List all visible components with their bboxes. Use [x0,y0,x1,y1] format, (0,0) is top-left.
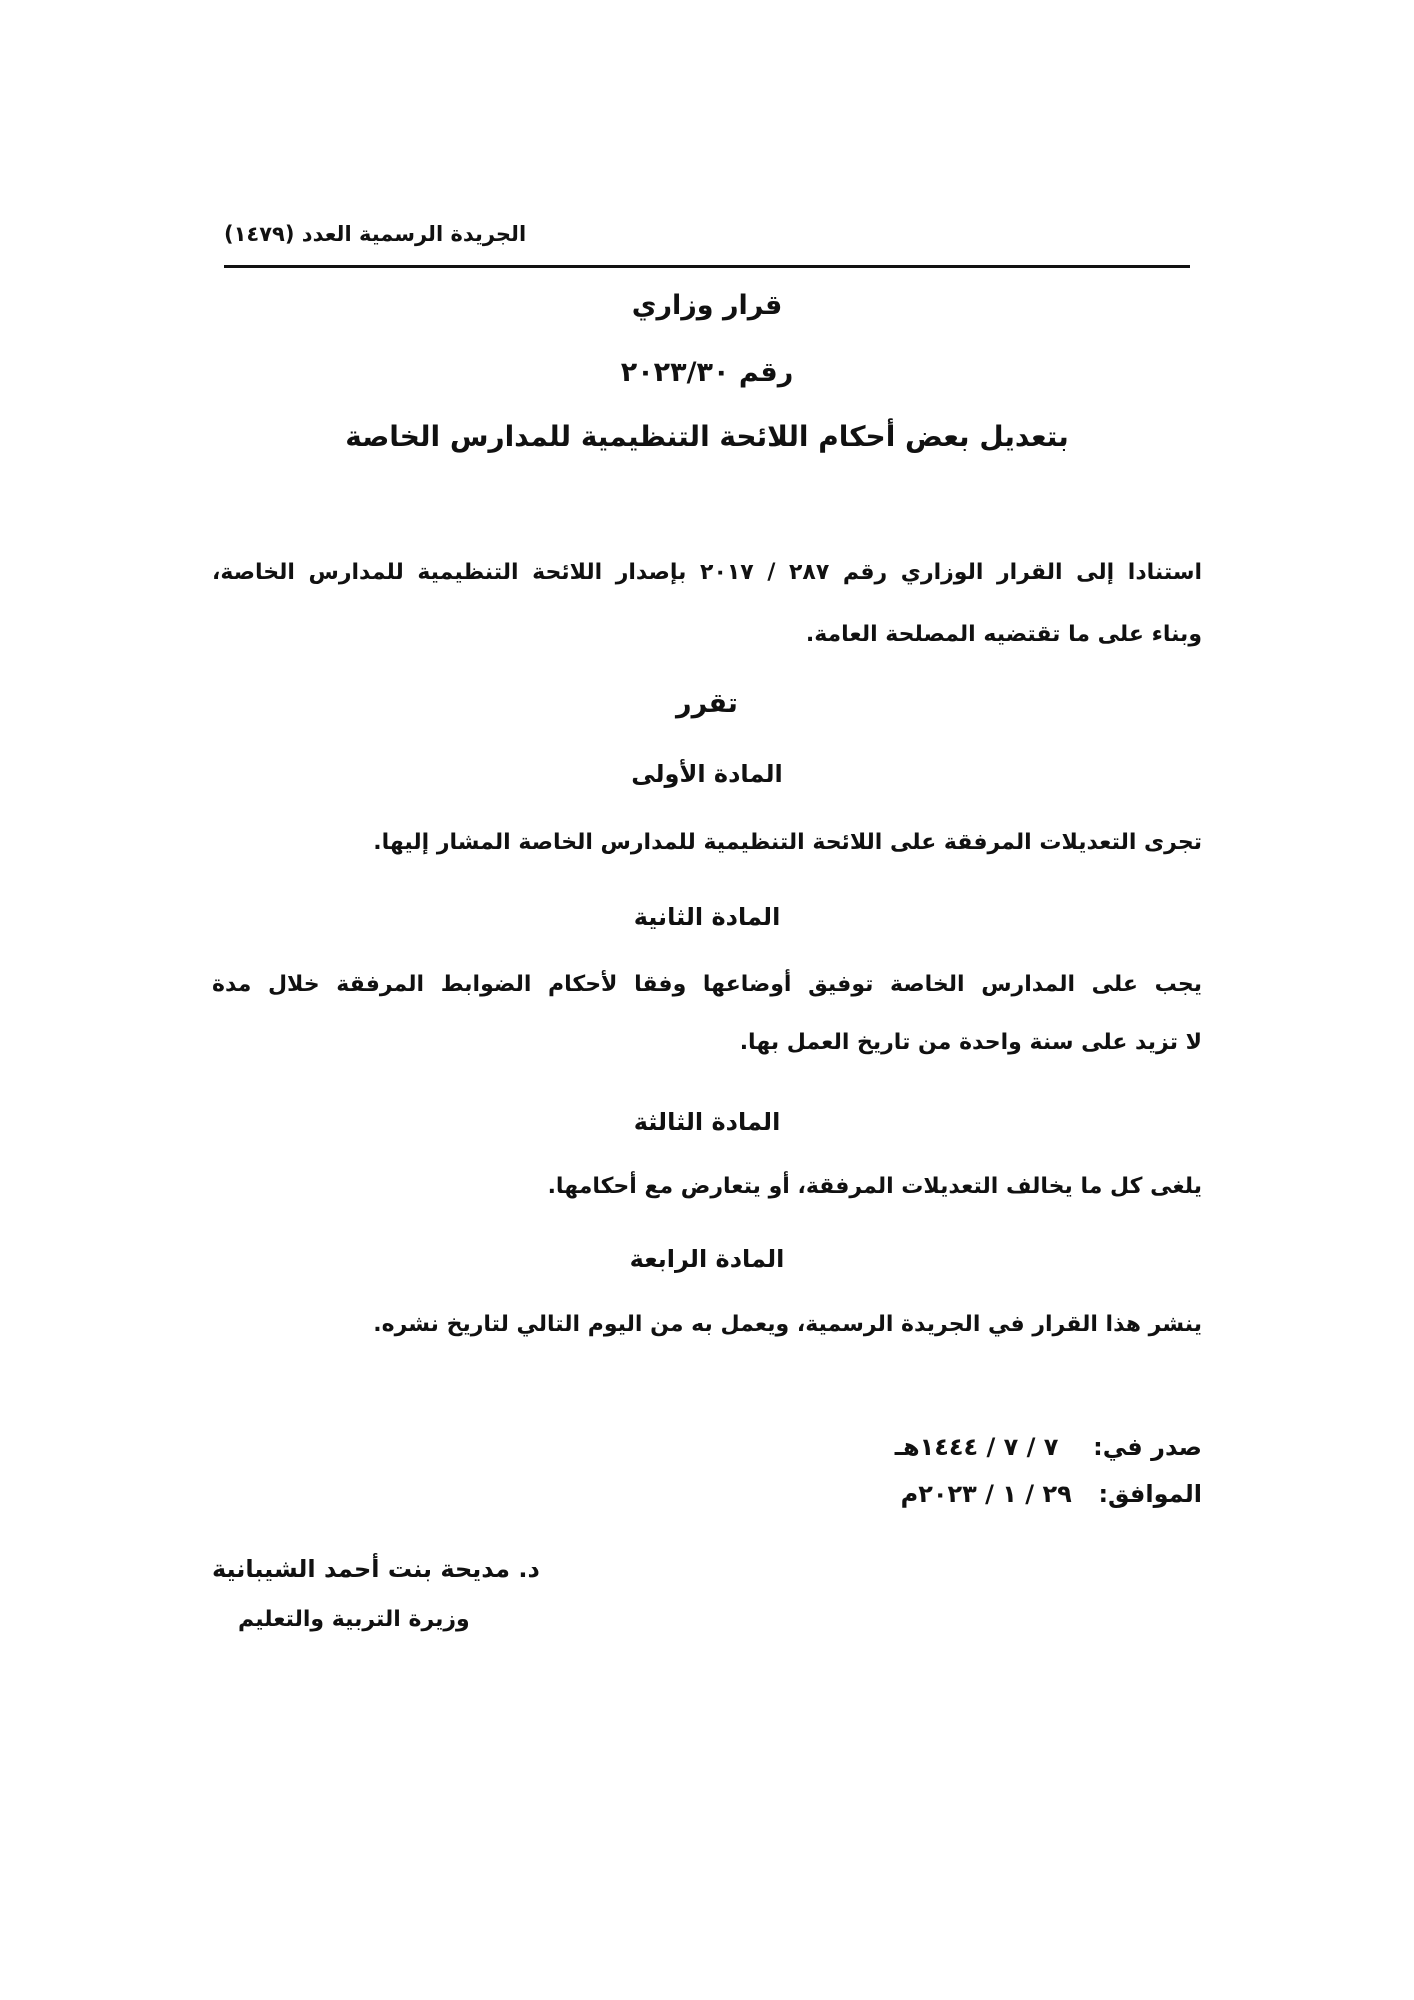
issued-hijri-date [895,1433,1202,1461]
header-divider [224,265,1190,268]
issued-gregorian-value: ٢٩ / ١ / ٢٠٢٣م [900,1480,1072,1508]
article-4-text: ينشر هذا القرار في الجريدة الرسمية، ويعمل به من اليوم التالي لتاريخ نشره. [373,1312,1202,1337]
article-2-text-line-2: لا تزيد على سنة واحدة من تاريخ العمل بها. [739,1030,1202,1055]
preamble-line-1: استنادا إلى القرار الوزاري رقم ٢٨٧ / ٢٠١٧ بإصدار اللائحة التنظيمية للمدارس الخاصة، [212,560,1203,585]
preamble-line-2: وبناء على ما تقتضيه المصلحة العامة. [805,622,1202,647]
article-1-heading: المادة الأولى [631,760,783,788]
issued-hijri-label: صدر في: [1093,1433,1202,1461]
article-2-heading: المادة الثانية [633,903,781,931]
gazette-header [224,222,1190,246]
gazette-issue-label: الجريدة الرسمية العدد (١٤٧٩) [224,222,527,246]
article-4-heading: المادة الرابعة [629,1245,785,1273]
issued-gregorian-date [901,1480,1202,1508]
article-1-text: تجرى التعديلات المرفقة على اللائحة التنظيمية للمدارس الخاصة المشار إليها. [373,830,1202,855]
decision-subject: بتعديل بعض أحكام اللائحة التنظيمية للمدارس الخاصة [345,420,1069,453]
article-2-text-line-1: يجب على المدارس الخاصة توفيق أوضاعها وفقا لأحكام الضوابط المرفقة خلال مدة [212,972,1202,997]
signatory-title: وزيرة التربية والتعليم [238,1607,470,1632]
decision-number: رقم ٢٠٢٣/٣٠ [620,357,794,388]
decides-heading: تقرر [676,688,738,719]
article-3-heading: المادة الثالثة [633,1108,781,1136]
decision-title: قرار وزاري [631,290,783,321]
issued-gregorian-label: الموافق: [1098,1480,1202,1508]
signatory-name: د. مديحة بنت أحمد الشيبانية [212,1555,540,1583]
issued-hijri-value: ٧ / ٧ / ١٤٤٤هـ [894,1433,1059,1461]
article-3-text: يلغى كل ما يخالف التعديلات المرفقة، أو يتعارض مع أحكامها. [547,1174,1202,1199]
